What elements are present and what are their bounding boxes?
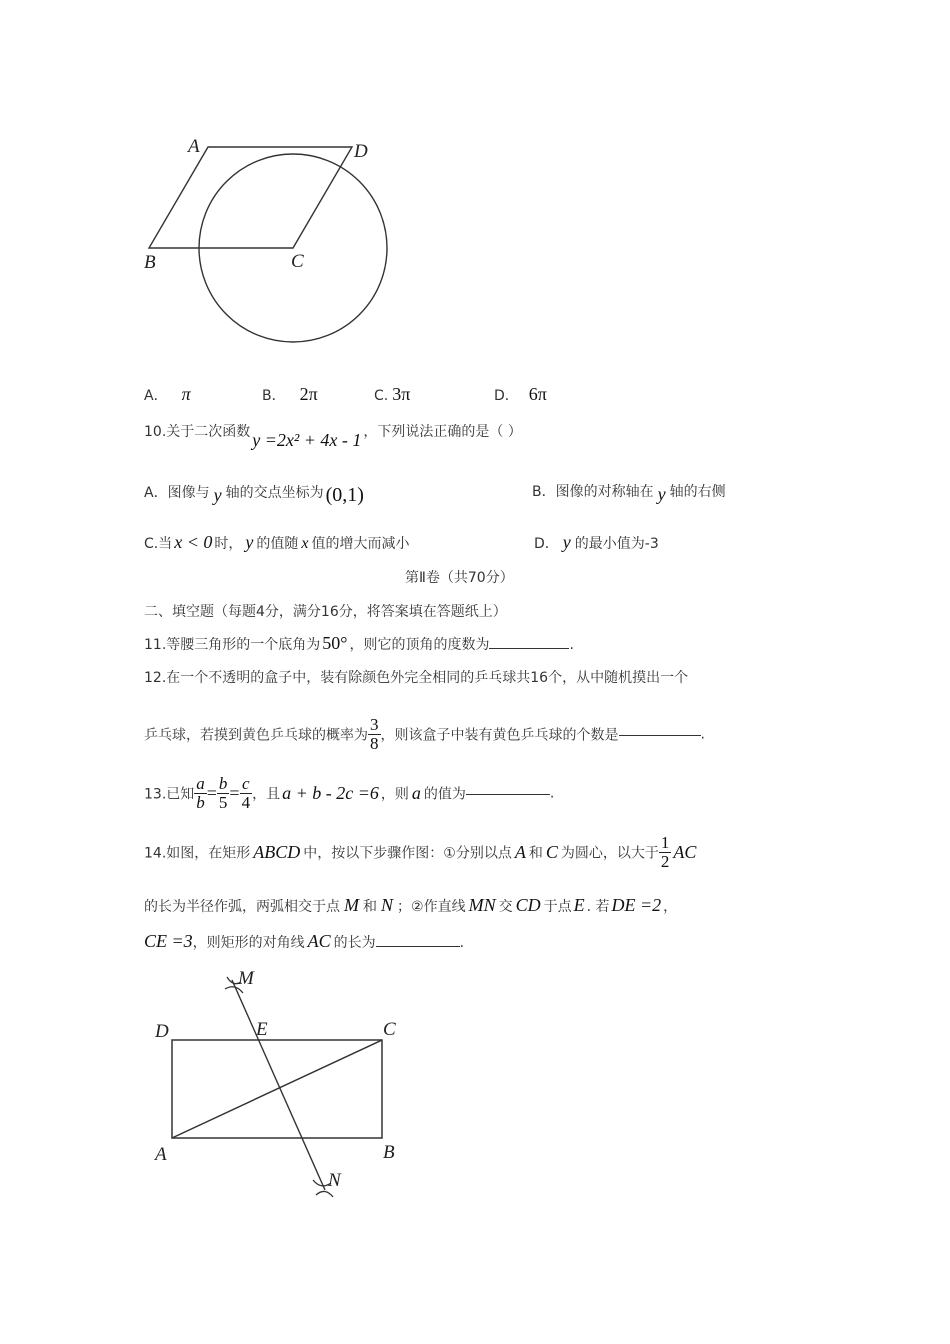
q14-l3-ac: AC [307,931,331,951]
label-b: B [144,252,156,273]
q14-l1-mid: 中，按以下步骤作图：①分别以点 [303,845,512,862]
q9-option-d-value: 6π [528,384,547,404]
q10-a-mid: 轴的交点坐标为 [225,485,324,501]
q12-frac-den: 8 [370,734,379,753]
q9-option-c-value: 3π [392,384,411,404]
q12-probability-fraction [368,716,381,753]
label-d: D [155,1021,169,1042]
q14-line3 [144,931,464,952]
q10-a-y: y [213,485,222,505]
figure-parallelogram-circle [130,130,410,355]
q14-l2-pre: 的长为半径作弧，两弧相交于点 [144,899,340,915]
q13-fraction-b-over-5 [217,775,230,812]
q13-f3-den: 4 [241,793,251,812]
label-d: D [354,141,368,162]
q10-d-post: 的最小值为-3 [574,536,659,552]
q14-l2-de: DE =2 [611,895,662,915]
q10-a-point: (0,1) [325,484,364,506]
q13-eq2: = [229,783,240,803]
q12-line2 [144,716,705,753]
q10-c-mid2: 的值随 [256,536,299,552]
label-n: N [328,1170,341,1191]
q14-l3-post: 的长为 [333,935,376,951]
q13-fraction-a-over-b [194,775,207,812]
figure-rectangle-bisector [145,965,415,1210]
q9-option-c-label: C. [374,388,389,404]
q14-l1-c: C [545,842,558,862]
q9-option-b [262,384,318,405]
q10-c-pre: C.当 [144,536,173,552]
q10-d-y: y [562,532,571,552]
q14-l2-e: E [573,895,585,915]
q11 [144,633,574,654]
q10-formula: y =2x² + 4x - 1 [252,430,362,450]
q9-option-b-value: 2π [299,384,318,404]
q14-half-den: 2 [660,852,670,871]
parallelogram-abcd [149,147,352,248]
line-mn [232,980,325,1190]
q13-f1-num: a [196,774,205,793]
q11-end: . [569,637,574,653]
label-e: E [256,1019,268,1040]
q10-b-post: 轴的右侧 [669,484,726,500]
q10-c-post: 值的增大而减小 [311,536,410,552]
label-a: A [188,136,200,157]
q9-option-a-label: A． [144,388,168,404]
label-m: M [238,968,254,989]
q14-l1-and: 和 [528,845,543,862]
label-c: C [291,251,304,272]
label-c: C [383,1019,396,1040]
q10-c-mid: 时， [214,536,243,552]
q10-option-c [144,532,409,553]
q9-option-d-label: D． [494,388,519,404]
q14-l1-a: A [514,842,526,862]
q13-mid: ，且 [252,786,281,803]
q10-option-a [144,480,364,506]
q14-l3-ce: CE =3 [144,931,193,951]
q9-option-d [494,384,547,405]
q11-pre: 11.等腰三角形的一个底角为 [144,637,321,653]
q10-b-y: y [657,484,666,504]
q14-half-num: 1 [660,833,670,852]
q12-line1: 12.在一个不透明的盒子中，装有除颜色外完全相同的乒乓球共16个，从中随机摸出一个 [144,670,689,686]
q11-angle: 50° [322,633,348,653]
q12-end: . [700,726,705,743]
q9-option-b-label: B． [262,388,286,404]
q13-var: a [411,783,421,803]
q10-stem [144,420,522,450]
q13-answer-blank[interactable] [466,793,550,795]
q13-mid2: ，则 [380,786,409,803]
q12-frac-num: 3 [370,715,379,734]
q12-line2-post: ，则该盒子中装有黄色乒乓球的个数是 [380,727,619,744]
q10-stem-pre: 10.关于二次函数 [144,424,251,440]
q14-l3-mid: ，则矩形的对角线 [192,935,305,951]
q13-f3-num: c [240,775,253,794]
q9-option-a [144,384,191,405]
q14-l2-m: M [344,895,359,915]
q13-fraction-c-over-4 [240,775,253,812]
q14-l2-yu: 于点 [543,899,572,915]
q14-l1-mid2: 为圆心，以大于 [560,845,659,862]
section-2-title: 第Ⅱ卷（共70分） [405,570,514,586]
q14-l2-ruo: . 若 [586,899,610,915]
diagonal-ac [172,1040,382,1138]
q14-line2 [144,895,677,916]
q9-option-c [374,384,410,405]
q14-l2-jiao: 交 [498,899,513,915]
q13-expr: a + b - 2c =6 [282,783,379,803]
q13-pre: 13.已知 [144,786,195,803]
q13 [144,775,554,812]
q12-answer-blank[interactable] [619,734,701,736]
q13-end: . [549,785,555,802]
label-a: A [155,1144,167,1165]
q14-l2-mn: MN [468,895,496,915]
q11-post: ，则它的顶角的度数为 [349,637,490,653]
q10-a-pre: A．图像与 [144,485,210,501]
q13-f1-den: b [196,793,205,812]
q13-f2-num: b [218,774,228,793]
q10-d-pre: D． [534,536,559,552]
q14-line1 [144,834,696,871]
q14-l2-n: N [381,895,394,915]
q14-l1-pre: 14.如图，在矩形 [144,845,251,862]
q14-l1-ac: AC [673,842,697,862]
q10-c-cond: x < 0 [174,532,213,552]
q13-f2-den: 5 [218,793,228,812]
q10-c-x: x [301,535,309,552]
q14-answer-blank[interactable] [376,945,460,947]
q12-line2-pre: 乒乓球，若摸到黄色乒乓球的概率为 [144,727,368,744]
q10-b-pre: B．图像的对称轴在 [532,484,654,500]
q14-half-fraction [659,834,672,871]
q13-eq1: = [206,783,217,803]
q10-c-y: y [245,532,254,552]
q14-end: . [459,935,465,951]
q14-l2-comma: ， [663,899,678,915]
q10-stem-post: ，下列说法正确的是（ ） [363,424,522,440]
section-2-heading: 二、填空题（每题4分，满分16分，将答案填在答题纸上） [144,604,507,620]
q9-option-a-value: π [181,384,191,404]
q14-l2-cd: CD [515,895,541,915]
label-b: B [383,1142,395,1163]
q13-post: 的值为 [423,786,466,803]
q10-option-d [534,532,659,553]
q10-option-b [532,480,726,504]
q14-l2-and: 和 [363,899,377,915]
q14-l1-abcd: ABCD [253,842,301,862]
q11-answer-blank[interactable] [489,647,569,649]
q14-l2-mid: ；②作直线 [397,899,466,915]
